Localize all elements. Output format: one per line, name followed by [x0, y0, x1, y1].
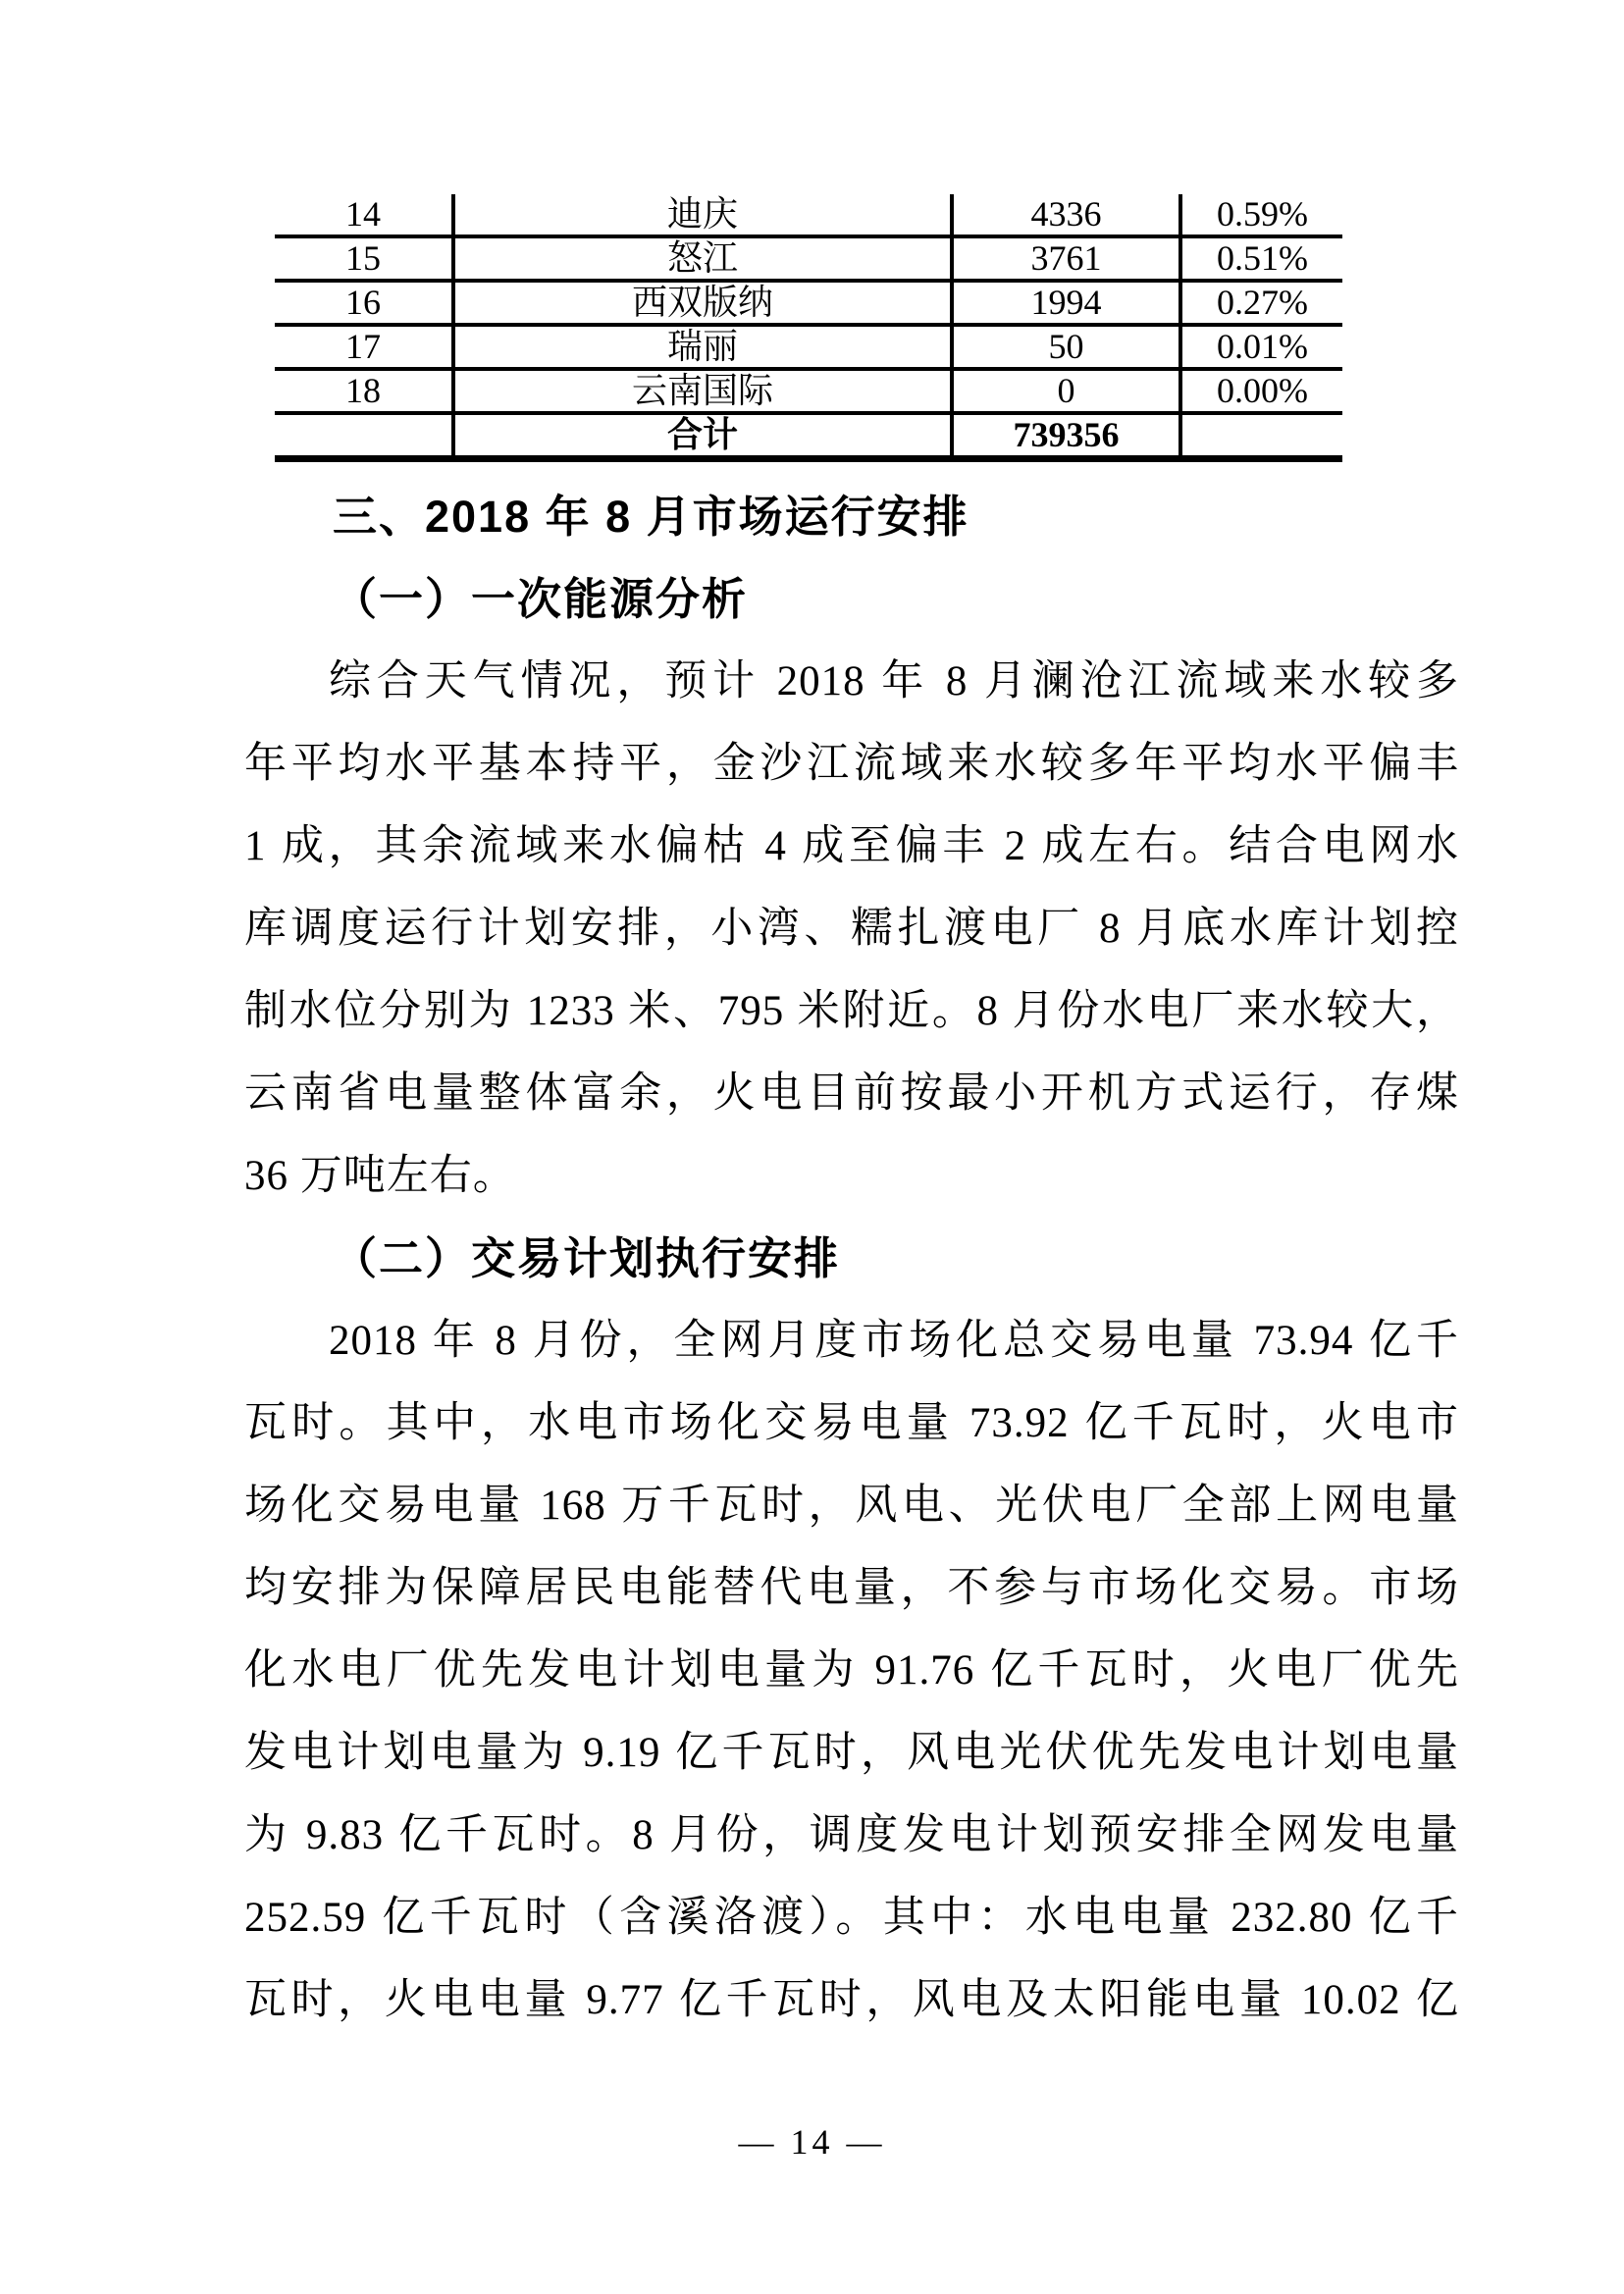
body-line: 场化交易电量 168 万千瓦时，风电、光伏电厂全部上网电量	[244, 1483, 1459, 1529]
table-row	[275, 325, 1342, 369]
body-line: 为 9.83 亿千瓦时。8 月份，调度发电计划预安排全网发电量	[244, 1812, 1459, 1858]
body-line: 年平均水平基本持平，金沙江流域来水较多年平均水平偏丰	[244, 741, 1459, 787]
cell-percent: 0.59%	[1180, 194, 1342, 236]
cell-value: 1994	[952, 281, 1180, 325]
cell-percent: 0.01%	[1180, 325, 1342, 369]
cell-value: 50	[952, 325, 1180, 369]
subsection-heading-2: （二）交易计划执行安排	[333, 1233, 841, 1283]
cell-percent: 0.27%	[1180, 281, 1342, 325]
body-line: 发电计划电量为 9.19 亿千瓦时，风电光伏优先发电计划电量	[244, 1730, 1459, 1776]
cell-value: 3761	[952, 236, 1180, 281]
body-line: 云南省电量整体富余，火电目前按最小开机方式运行，存煤	[244, 1070, 1459, 1117]
table-row	[275, 194, 1342, 236]
region-energy-table	[275, 194, 1342, 462]
section-heading: 三、2018 年 8 月市场运行安排	[333, 492, 969, 542]
table-row	[275, 369, 1342, 413]
table-row	[275, 281, 1342, 325]
cell-region: 西双版纳	[453, 281, 952, 325]
cell-total-label: 合计	[453, 413, 952, 459]
cell-value: 0	[952, 369, 1180, 413]
cell-index: 17	[275, 325, 453, 369]
table-row-total	[275, 413, 1342, 459]
cell-region: 怒江	[453, 236, 952, 281]
body-line: 均安排为保障居民电能替代电量，不参与市场化交易。市场	[244, 1565, 1459, 1611]
cell-percent: 0.00%	[1180, 369, 1342, 413]
body-line: 库调度运行计划安排，小湾、糯扎渡电厂 8 月底水库计划控	[244, 906, 1459, 952]
page-number: — 14 —	[738, 2122, 886, 2162]
body-line: 综合天气情况，预计 2018 年 8 月澜沧江流域来水较多	[329, 658, 1459, 704]
body-line: 36 万吨左右。	[244, 1153, 516, 1199]
cell-total-value: 739356	[952, 413, 1180, 459]
text-block	[244, 476, 1459, 2042]
subsection-heading-1: （一）一次能源分析	[333, 574, 749, 624]
cell-index: 15	[275, 236, 453, 281]
body-line: 化水电厂优先发电计划电量为 91.76 亿千瓦时，火电厂优先	[244, 1647, 1459, 1694]
cell-index: 18	[275, 369, 453, 413]
cell-percent: 0.51%	[1180, 236, 1342, 281]
cell-region: 云南国际	[453, 369, 952, 413]
cell-index: 14	[275, 194, 453, 236]
cell-index: 16	[275, 281, 453, 325]
body-line: 瓦时，火电电量 9.77 亿千瓦时，风电及太阳能电量 10.02 亿	[244, 1977, 1459, 2023]
cell-region: 迪庆	[453, 194, 952, 236]
cell-region: 瑞丽	[453, 325, 952, 369]
cell-value: 4336	[952, 194, 1180, 236]
table-row	[275, 236, 1342, 281]
body-line: 2018 年 8 月份，全网月度市场化总交易电量 73.94 亿千	[329, 1318, 1459, 1364]
cell-percent	[1180, 413, 1342, 459]
body-line: 瓦时。其中，水电市场化交易电量 73.92 亿千瓦时，火电市	[244, 1400, 1459, 1446]
body-line: 252.59 亿千瓦时（含溪洛渡）。其中：水电电量 232.80 亿千	[244, 1895, 1459, 1941]
body-line: 制水位分别为 1233 米、795 米附近。8 月份水电厂来水较大，	[244, 988, 1459, 1034]
cell-index	[275, 413, 453, 459]
body-line: 1 成，其余流域来水偏枯 4 成至偏丰 2 成左右。结合电网水	[244, 823, 1459, 869]
